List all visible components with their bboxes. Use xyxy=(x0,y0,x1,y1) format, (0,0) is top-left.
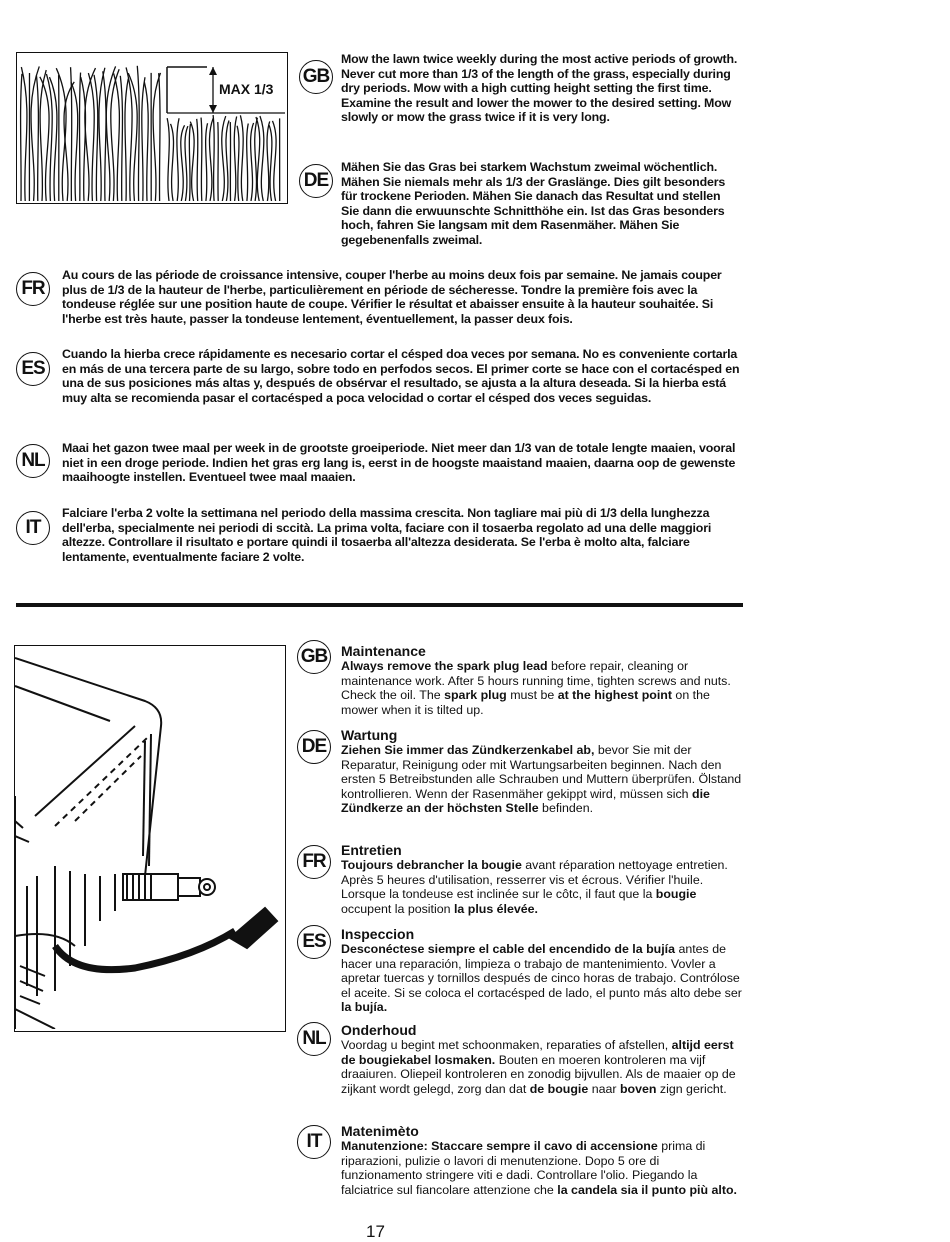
text-run: bougie xyxy=(655,887,697,902)
mowing-text-nl: Maai het gazon twee maal per week in de grootste groeiperiode. Niet meer dan 1/3 van de totale lengte maaien, vooral niet in een droge periode. Indien het gras erg lang is, eerst in de hoogste maaistand maaien, daarna oop de gewenste maaihoogte instellen. Eventueel twee maal maaien. xyxy=(62,441,736,485)
maintenance-title-es: Inspeccion xyxy=(341,926,415,942)
maintenance-body-es xyxy=(341,942,743,1015)
language-badge-fr: FR xyxy=(16,272,50,306)
maintenance-block-fr xyxy=(341,842,743,916)
maintenance-block-it xyxy=(341,1123,743,1197)
text-run: Always remove the spark plug lead xyxy=(341,659,548,673)
maintenance-title-de: Wartung xyxy=(341,727,398,743)
spark-plug-illustration xyxy=(14,645,286,1032)
mowing-text-it: Falciare l'erba 2 volte la settimana nel periodo della massima crescita. Non tagliare mai più di 1/3 della lunghezza dell'erba, specialmente nei periodi di sccità. La prima volta, faciare con il tosaerba regolato ad una delle maggiori altezze. Controllare il risultato e portare quindi il tosaerba all'altezza desiderata. Se l'erba è molto alta, falciare lentamente, eventualmente faciare 2 volte. xyxy=(62,506,712,564)
language-badge-nl: NL xyxy=(16,444,50,478)
language-badge-de: DE xyxy=(299,164,333,198)
text-run: prima di riparazioni, pulizie o lavori di menutenzione. Dopo 5 ore di funzionamento stringere viti e dadi. Controllare l'olio. Piegando la falciatrice sul fiancolare attenzione che xyxy=(341,1139,706,1197)
mowing-text-es: Cuando la hierba crece rápidamente es necesario cortar el césped doa veces por semana. No es conveniente cortarla en más de una tercera parte de su largo, sobre todo en perfodos secos. El primer corte se hace con el cortacésped en una de sus posiciones más altas y, después de obsérvar el resultado, se ajusta a la altura deseada. Si la hierba está muy alta se recomienda pasar el cortacésped a poca velocidad o cortar el césped dos veces seguidas. xyxy=(62,347,740,405)
text-run: on the mower when it is tilted up. xyxy=(341,688,710,717)
language-badge-nl-2: NL xyxy=(297,1022,331,1056)
text-run: boven xyxy=(619,1081,657,1096)
mower-drawing xyxy=(15,646,283,1029)
maintenance-title-nl: Onderhoud xyxy=(341,1022,417,1038)
language-badge-es: ES xyxy=(16,352,50,386)
mowing-text-de: Mähen Sie das Gras bei starkem Wachstum zweimal wöchentlich. Mähen Sie niemals mehr als 1/3 der Graslänge. Dies gilt besonders für trockene Perioden. Mähen Sie danach das Resultat und stellen Sie dann die erwuunschte Schnitthöhe ein. Ist das Gras besonders hoch, fahren Sie langsam mit dem Rasenmäher. Mähen Sie gegebenenfalls zweimal. xyxy=(341,160,726,247)
text-run: la bujía. xyxy=(341,1000,388,1015)
text-run: bevor Sie mit der Reparatur, Reinigung oder mit Wartungsarbeiten beginnen. Nach den ersten 5 Betreibstunden alle Schrauben und Muttern überprüfen. Ölstand kontrollieren. Wenn der Rasenmäher gekippt wird, müssen sich xyxy=(341,743,742,801)
maintenance-title-it: Matenimèto xyxy=(341,1123,419,1139)
text-run: Manutenzione: Staccare sempre il cavo di accensione xyxy=(341,1139,658,1153)
maintenance-body-de xyxy=(341,743,743,816)
text-run: Ziehen Sie immer das Zündkerzenkabel ab, xyxy=(341,743,595,757)
text-run: before repair, cleaning or maintenance work. After 5 hours running time, tighten screws and nuts. Check the oil. The xyxy=(341,659,731,703)
grass-drawing xyxy=(17,53,285,201)
section-divider xyxy=(16,603,743,607)
text-run: must be xyxy=(506,688,558,703)
maintenance-block-gb xyxy=(341,643,743,717)
text-run: antes de hacer una reparación, limpieza o trabajo de mantenimiento. Vovler a apretar tuercas y tornillos después de cinco horas de trabajo. Contrólose el aceite. Si se coloca el cortacésped de lado, el punto más alto debe ser xyxy=(341,942,742,1000)
text-run: Voordag u begint met schoonmaken, reparaties of afstellen, xyxy=(341,1038,672,1052)
maintenance-title-fr: Entretien xyxy=(341,842,402,858)
language-badge-es-2: ES xyxy=(297,925,331,959)
text-run: Desconéctese siempre el cable del encendido de la bujía xyxy=(341,942,675,956)
maintenance-body-it xyxy=(341,1139,743,1197)
text-run: la candela sia il punto più alto. xyxy=(557,1182,737,1197)
text-run: spark plug xyxy=(444,688,507,703)
maintenance-block-de xyxy=(341,727,743,816)
language-badge-fr-2: FR xyxy=(297,845,331,879)
language-badge-it: IT xyxy=(16,511,50,545)
maintenance-title-gb: Maintenance xyxy=(341,643,426,659)
maintenance-body-gb xyxy=(341,659,743,717)
text-run: de bougie xyxy=(529,1081,589,1096)
page-number: 17 xyxy=(366,1222,385,1241)
maintenance-block-nl xyxy=(341,1022,743,1096)
max-cut-label: MAX 1/3 xyxy=(219,81,274,97)
language-badge-de-2: DE xyxy=(297,730,331,764)
text-run: altijd eerst de bougiekabel losmaken. xyxy=(341,1038,734,1067)
language-badge-it-2: IT xyxy=(297,1125,331,1159)
text-run: Toujours debrancher la bougie xyxy=(341,858,522,872)
text-run: die Zündkerze an der höchsten Stelle xyxy=(341,786,710,816)
mowing-text-fr: Au cours de las période de croissance intensive, couper l'herbe au moins deux fois par semaine. Ne jamais couper plus de 1/3 de la hauteur de l'herbe, particulièrement en période de sécheresse. Tondre la première fois avec la tondeuse réglée sur une position haute de coupe. Vérifier le résultat et abaisser ensuite à la hauteur souhaitée. Si l'herbe est très haute, passer la tondeuse lentement, éventuellement, la passer deux fois. xyxy=(62,268,722,326)
text-run: naar xyxy=(588,1081,620,1096)
maintenance-block-es xyxy=(341,926,743,1015)
text-run: occupent la position xyxy=(341,901,454,916)
grass-height-illustration xyxy=(16,52,288,204)
language-badge-gb: GB xyxy=(299,60,333,94)
text-run: Bouten en moeren kontroleren ma vijf draaiuren. Oliepeil kontroleren en zonodig bijvullen. Als de maaier op de zijkant wordt gelegd, zorg dan dat xyxy=(341,1052,736,1096)
text-run: zign gericht. xyxy=(656,1081,727,1096)
text-run: at the highest point xyxy=(557,688,672,703)
language-badge-gb-2: GB xyxy=(297,640,331,674)
mowing-text-gb: Mow the lawn twice weekly during the most active periods of growth. Never cut more than 1/3 of the length of the grass, especially during dry periods. Mow with a high cutting height setting the first time. Examine the result and lower the mower to the desired setting. Mow slowly or mow the grass twice if it is very long. xyxy=(341,52,738,125)
text-run: befinden. xyxy=(538,801,594,816)
maintenance-body-fr xyxy=(341,858,743,916)
text-run: avant réparation nettoyage entretien. Après 5 heures d'utilisation, resserrer vis et écrous. Vérifier l'huile. Lorsque la tondeuse est inclinée sur le côtc, il faut que la xyxy=(341,858,728,902)
text-run: la plus élevée. xyxy=(453,901,538,916)
maintenance-body-nl xyxy=(341,1038,743,1096)
